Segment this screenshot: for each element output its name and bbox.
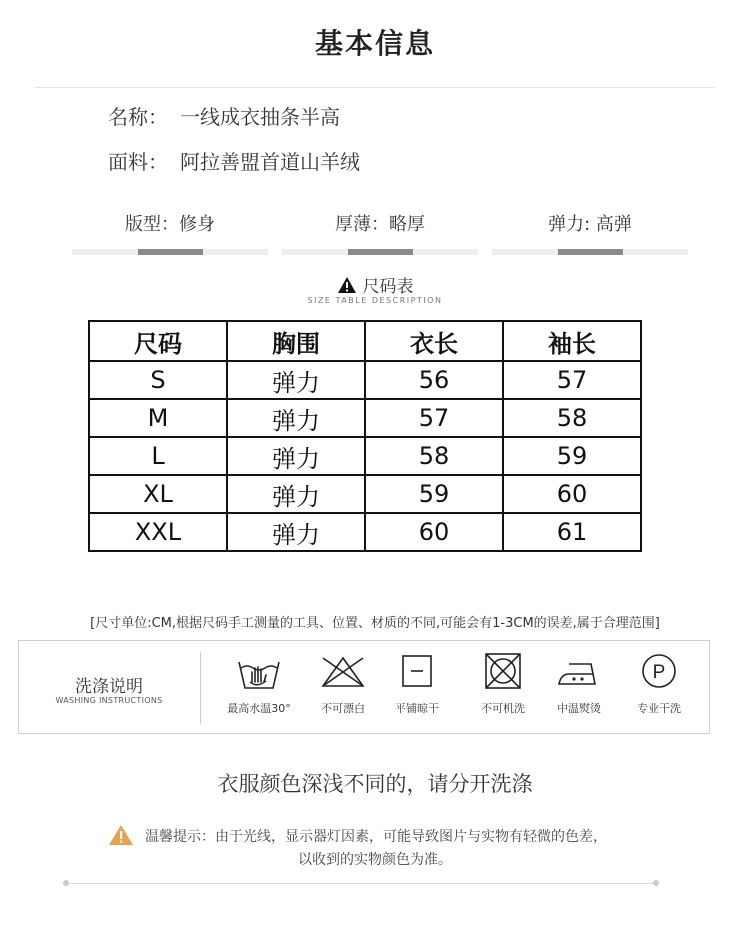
wash-30-icon bbox=[235, 652, 283, 692]
size-table bbox=[88, 320, 642, 552]
wash-item-water-temp bbox=[214, 652, 304, 716]
size-table-subtitle: SIZE TABLE DESCRIPTION bbox=[307, 296, 443, 305]
attribute-thickness: 厚薄：略厚 bbox=[335, 214, 425, 235]
attribute-thickness-track bbox=[282, 249, 478, 255]
tip-line-1: 温馨提示：由于光线，显示器灯因素，可能导致图片与实物有轻微的色差， bbox=[145, 829, 607, 845]
header-sleeve: 袖长 bbox=[503, 321, 641, 361]
cell-sleeve: 61 bbox=[503, 513, 641, 551]
attribute-thickness-bar bbox=[348, 249, 413, 255]
title-divider bbox=[35, 87, 715, 88]
info-row-fabric bbox=[108, 146, 360, 175]
bottom-divider bbox=[68, 883, 658, 884]
cell-size: M bbox=[89, 399, 227, 437]
cell-chest: 弹力 bbox=[227, 361, 365, 399]
info-label: 名称： bbox=[108, 105, 168, 129]
cell-chest: 弹力 bbox=[227, 399, 365, 437]
wash-item-iron bbox=[534, 652, 624, 716]
tip-line-2: 以收到的实物颜色为准。 bbox=[298, 852, 452, 868]
header-chest: 胸围 bbox=[227, 321, 365, 361]
attribute-fit: 版型：修身 bbox=[125, 214, 215, 235]
wash-item-label: 平铺晾干 bbox=[395, 702, 439, 715]
table-row bbox=[89, 513, 641, 551]
washing-subtitle: WASHING INSTRUCTIONS bbox=[55, 696, 163, 705]
page-title: 基本信息 bbox=[314, 27, 435, 60]
cell-length: 57 bbox=[365, 399, 503, 437]
dry-clean-p-icon bbox=[635, 652, 683, 692]
header-size: 尺码 bbox=[89, 321, 227, 361]
size-table-heading bbox=[0, 272, 750, 298]
header-length: 衣长 bbox=[365, 321, 503, 361]
cell-chest: 弹力 bbox=[227, 437, 365, 475]
washing-divider bbox=[200, 652, 201, 724]
cell-length: 58 bbox=[365, 437, 503, 475]
washing-title: 洗涤说明 bbox=[75, 677, 143, 697]
attribute-elasticity-track bbox=[492, 249, 688, 255]
wash-item-dry-clean bbox=[614, 652, 704, 716]
cell-size: XXL bbox=[89, 513, 227, 551]
cell-size: S bbox=[89, 361, 227, 399]
no-machine-wash-icon bbox=[479, 652, 527, 692]
cell-sleeve: 60 bbox=[503, 475, 641, 513]
caution-icon bbox=[108, 824, 134, 846]
info-row-name bbox=[108, 101, 340, 130]
no-bleach-icon bbox=[319, 652, 367, 692]
cell-length: 60 bbox=[365, 513, 503, 551]
wash-item-label: 中温熨烫 bbox=[557, 702, 601, 715]
table-row bbox=[89, 399, 641, 437]
cell-sleeve: 58 bbox=[503, 399, 641, 437]
cell-size: XL bbox=[89, 475, 227, 513]
info-value: 阿拉善盟首道山羊绒 bbox=[180, 150, 360, 174]
attribute-elasticity-bar bbox=[558, 249, 623, 255]
cell-size: L bbox=[89, 437, 227, 475]
table-row bbox=[89, 475, 641, 513]
table-row bbox=[89, 361, 641, 399]
iron-medium-icon bbox=[555, 652, 603, 692]
cell-length: 59 bbox=[365, 475, 503, 513]
cell-sleeve: 59 bbox=[503, 437, 641, 475]
cell-chest: 弹力 bbox=[227, 513, 365, 551]
info-label: 面料： bbox=[108, 150, 168, 174]
color-statement: 衣服颜色深浅不同的，请分开洗涤 bbox=[217, 772, 533, 796]
wash-item-label: 专业干洗 bbox=[637, 702, 681, 715]
divider-dot-left bbox=[63, 880, 69, 886]
dry-clean-symbol: P bbox=[652, 662, 666, 683]
warning-icon bbox=[337, 276, 357, 294]
attribute-fit-bar bbox=[138, 249, 203, 255]
wash-item-dry-flat bbox=[372, 652, 462, 716]
divider-dot-right bbox=[653, 880, 659, 886]
size-note: [尺寸单位:CM,根据尺码手工测量的工具、位置、材质的不同,可能会有1-3CM的误差,属于合理范围] bbox=[90, 616, 660, 631]
attribute-elasticity: 弹力: 高弹 bbox=[548, 214, 632, 235]
size-table-title: 尺码表 bbox=[362, 277, 414, 297]
cell-sleeve: 57 bbox=[503, 361, 641, 399]
size-table-header-row bbox=[89, 321, 641, 361]
wash-item-label: 不可漂白 bbox=[321, 702, 365, 715]
wash-item-label: 不可机洗 bbox=[481, 702, 525, 715]
info-value: 一线成衣抽条半高 bbox=[180, 105, 340, 129]
table-row bbox=[89, 437, 641, 475]
dry-flat-icon bbox=[393, 652, 441, 692]
cell-chest: 弹力 bbox=[227, 475, 365, 513]
cell-length: 56 bbox=[365, 361, 503, 399]
wash-item-label: 最高水温30° bbox=[227, 702, 291, 715]
attribute-fit-track bbox=[72, 249, 268, 255]
